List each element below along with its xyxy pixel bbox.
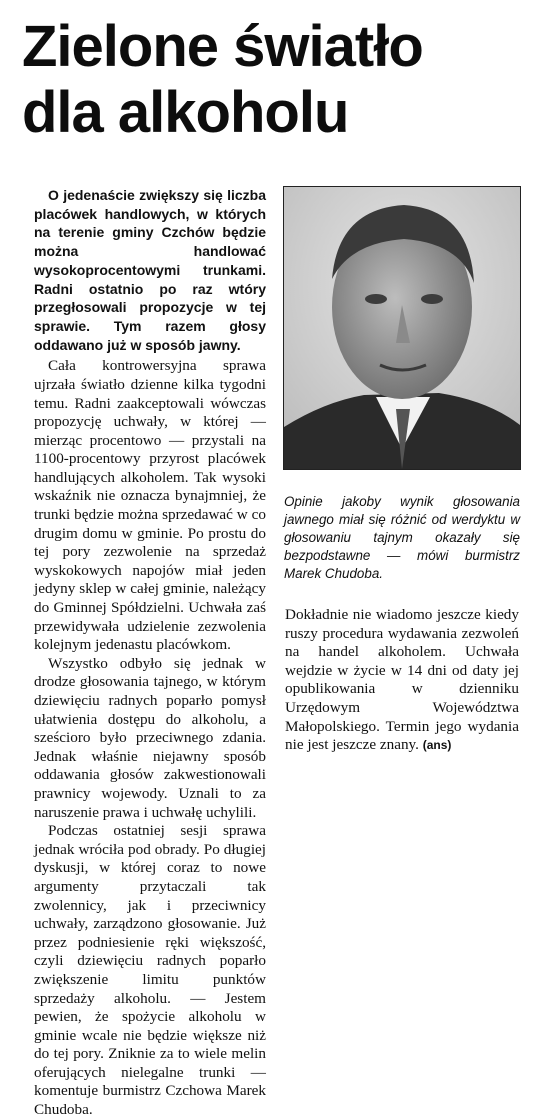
headline-line-2: dla alkoholu [22, 80, 349, 145]
author-signature: (ans) [422, 738, 452, 753]
body-paragraph-3: Podczas ostatniej sesji sprawa jednak wróciła pod obrady. Po długiej dyskusji, w której coraz to nowe argumenty przytaczali tak zwolennicy, jak i przeciwnicy uchwały, zarządzono głosowanie. Już przez podniesienie ręki większość, czyli dziewięciu radnych poparło zwiększenie limitu punktów sprzedaży alkoholu. — Jestem pewien, że spożycie alkoholu w gminie wcale nie będzie większe niż do tej pory. Zniknie za to wiele melin oferujących nielegalne trunki — komentuje burmistrz Czchowa Marek Chudoba. [34, 822, 266, 1119]
body-paragraph-2: Wszystko odbyło się jednak w drodze głosowania tajnego, w którym dziewięciu radnych poparło pomysł ułatwienia dostępu do alkoholu, a sześcioro było przeciwnego zdania. Jednak właśnie niejawny sposób oddawania głosów zakwestionowali prawnicy wojewody. Uznali to za naruszenie prawa i uchwałę uchylili. [34, 654, 266, 821]
lead-paragraph: O jedenaście zwiększy się liczba placówek handlowych, w których na terenie gminy Czchów będzie można handlować wysokoprocentowymi trunkami. Radni ostatnio po raz wtóry przegłosowali propozycje w tej sprawie. Tym razem głosy oddawano już w sposób jawny. [34, 187, 266, 353]
photo-caption: Opinie jakoby wynik głosowania jawnego miał się różnić od werdyktu w głosowaniu tajnym okazały się bezpodstawne — mówi burmistrz Marek Chudoba. [284, 494, 520, 581]
article-column-left [34, 186, 266, 1120]
body-paragraph-1: Cała kontrowersyjna sprawa ujrzała światło dzienne kilka tygodni temu. Radni zaakceptowali wówczas propozycję uchwały, w której — mierząc procentowo — przystali na 1100-procentowy przyrost placówek handlujących alkoholem. Tak wysoki wskaźnik nie oznacza bynajmniej, że trunki będzie można sprzedawać w co drugim domu w gminie. Po prostu do tej pory zezwolenie na sprzedaż wyskokowych napojów miał jeden jedyny sklep w całej gminie, należący do Gminnej Spółdzielni. Uchwała zaś przewidywała udzielenie zezwolenia kolejnym jedenastu placówkom. [34, 357, 266, 654]
headline-line-1: Zielone światło [22, 14, 423, 79]
body-paragraph-4-text: Dokładnie nie wiadomo jeszcze kiedy ruszy procedura wydawania zezwoleń na handel alkoholem. Uchwała wejdzie w życie w 14 dni od daty jej opublikowania w dzienniku Urzędowym Województwa Małopolskiego. Termin jego wydania nie jest jeszcze znany. [285, 606, 519, 754]
article-column-right [285, 606, 519, 755]
portrait-photo [283, 186, 521, 470]
body-paragraph-4 [285, 606, 519, 755]
headline [22, 14, 542, 146]
